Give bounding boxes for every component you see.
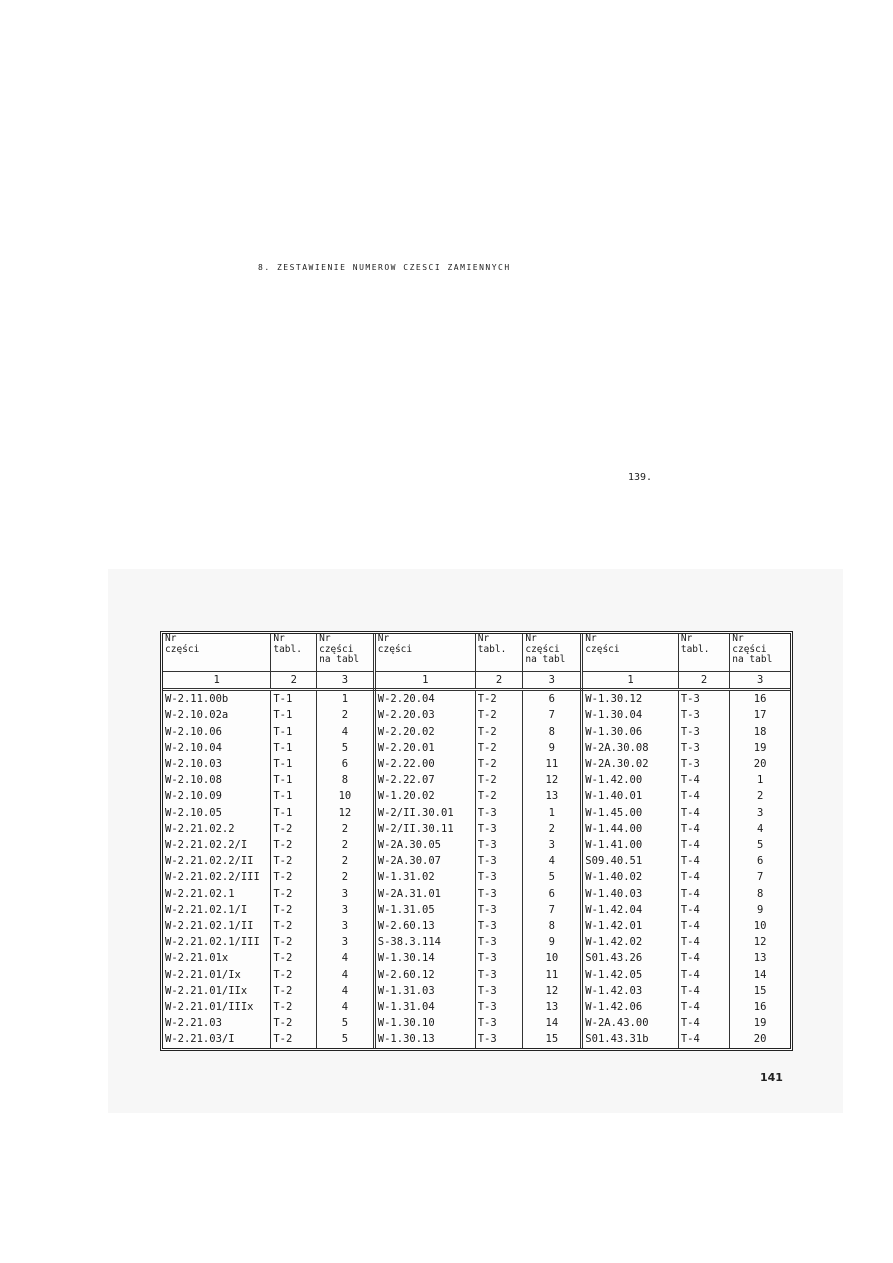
cell-table-no: T-3 (475, 853, 523, 869)
cell-part-no: W-1.30.04 (582, 707, 679, 723)
cell-part-in-table: 5 (756, 839, 764, 852)
cell-table-no: T-4 (678, 902, 729, 918)
cell-table-no: T-2 (271, 837, 317, 853)
cell-part-in-table: 13 (523, 788, 582, 804)
cell-part-in-table: 4 (317, 999, 375, 1015)
table-row (163, 950, 790, 966)
cell-part-no: W-2.21.01/Ix (163, 967, 271, 983)
table-row (163, 1031, 790, 1047)
cell-table-no: T-4 (678, 772, 729, 788)
page-number-top: 139. (628, 472, 653, 483)
column-index: 1 (582, 672, 679, 690)
cell-table-no: T-1 (271, 756, 317, 772)
cell-part-no: W-2.21.02.1/II (163, 918, 271, 934)
cell-part-in-table: 4 (317, 983, 375, 999)
cell-table-no: T-3 (678, 740, 729, 756)
cell-part-in-table: 2 (317, 707, 375, 723)
cell-part-no: W-1.40.02 (582, 869, 679, 885)
cell-part-no: W-2.10.04 (163, 740, 271, 756)
cell-part-no: W-2A.43.00 (582, 1015, 679, 1031)
table-row (163, 934, 790, 950)
cell-table-no: T-4 (678, 934, 729, 950)
cell-part-in-table: 2 (317, 869, 375, 885)
cell-part-in-table: 3 (317, 886, 375, 902)
cell-part-no: W-2.21.02.2/I (163, 837, 271, 853)
cell-table-no: T-1 (271, 724, 317, 740)
cell-part-in-table: 5 (317, 1015, 375, 1031)
table-row (163, 837, 790, 853)
cell-table-no: T-4 (678, 869, 729, 885)
cell-part-in-table: 3 (317, 934, 375, 950)
table-row (163, 805, 790, 821)
header-part-in-table-3: Nr części na tabl (730, 634, 790, 672)
cell-table-no: T-4 (678, 1015, 729, 1031)
cell-part-no: W-1.45.00 (582, 805, 679, 821)
table-row (163, 902, 790, 918)
parts-table-frame (160, 631, 793, 1051)
cell-part-no: W-2.20.01 (374, 740, 475, 756)
cell-part-in-table: 12 (317, 805, 375, 821)
cell-part-no: W-2.60.12 (374, 967, 475, 983)
cell-table-no: T-2 (271, 853, 317, 869)
cell-table-no: T-3 (475, 869, 523, 885)
cell-part-in-table: 4 (317, 967, 375, 983)
table-row (163, 1015, 790, 1031)
cell-part-no: W-2.21.01x (163, 950, 271, 966)
cell-part-in-table: 12 (753, 936, 767, 949)
header-part-no-2: Nr części (374, 634, 475, 672)
cell-part-no: W-1.42.04 (582, 902, 679, 918)
cell-table-no: T-1 (271, 772, 317, 788)
cell-part-no: W-2.20.03 (374, 707, 475, 723)
cell-part-in-table: 10 (317, 788, 375, 804)
cell-part-in-table: 7 (523, 707, 582, 723)
cell-table-no: T-2 (271, 886, 317, 902)
cell-table-no: T-3 (475, 1015, 523, 1031)
cell-part-no: W-1.30.10 (374, 1015, 475, 1031)
parts-table (163, 634, 790, 1048)
cell-table-no: T-2 (475, 707, 523, 723)
cell-table-no: T-2 (271, 967, 317, 983)
cell-table-no: T-3 (475, 934, 523, 950)
column-index: 1 (374, 672, 475, 690)
cell-part-in-table: 3 (317, 918, 375, 934)
cell-part-no: W-1.30.13 (374, 1031, 475, 1047)
cell-part-no: W-1.40.01 (582, 788, 679, 804)
cell-part-no: W-1.42.00 (582, 772, 679, 788)
cell-part-in-table: 9 (523, 934, 582, 950)
cell-part-in-table: 14 (753, 968, 767, 981)
cell-part-no: S01.43.26 (582, 950, 679, 966)
cell-table-no: T-3 (475, 821, 523, 837)
cell-part-in-table: 1 (317, 690, 375, 708)
cell-table-no: T-3 (678, 756, 729, 772)
cell-table-no: T-2 (475, 690, 523, 708)
cell-table-no: T-3 (475, 886, 523, 902)
cell-part-no: W-2.60.13 (374, 918, 475, 934)
cell-part-no: W-1.20.02 (374, 788, 475, 804)
cell-part-no: S01.43.31b (582, 1031, 679, 1047)
cell-part-in-table: 7 (756, 871, 764, 884)
table-row (163, 690, 790, 708)
cell-part-no: W-2A.30.05 (374, 837, 475, 853)
column-index: 2 (271, 672, 317, 690)
cell-part-no: W-1.31.04 (374, 999, 475, 1015)
cell-part-no: W-2/II.30.01 (374, 805, 475, 821)
cell-part-in-table: 5 (317, 1031, 375, 1047)
cell-table-no: T-2 (271, 1015, 317, 1031)
cell-part-in-table: 8 (756, 887, 764, 900)
table-row (163, 772, 790, 788)
cell-table-no: T-2 (271, 1031, 317, 1047)
cell-table-no: T-3 (475, 902, 523, 918)
column-index: 3 (317, 672, 375, 690)
page-number-bottom: 141 (760, 1071, 783, 1084)
cell-part-in-table: 2 (317, 837, 375, 853)
cell-part-no: W-2.21.02.1 (163, 886, 271, 902)
cell-table-no: T-3 (678, 724, 729, 740)
cell-table-no: T-3 (678, 690, 729, 708)
column-index: 3 (730, 672, 790, 690)
cell-part-no: W-2.21.01/IIIx (163, 999, 271, 1015)
cell-part-no: W-1.42.03 (582, 983, 679, 999)
cell-part-in-table: 11 (523, 967, 582, 983)
cell-table-no: T-4 (678, 853, 729, 869)
column-index: 3 (523, 672, 582, 690)
cell-part-in-table: 12 (523, 772, 582, 788)
cell-part-in-table: 9 (756, 903, 764, 916)
cell-part-no: W-2.10.09 (163, 788, 271, 804)
table-row (163, 756, 790, 772)
cell-part-in-table: 1 (756, 774, 764, 787)
cell-part-in-table: 16 (753, 1001, 767, 1014)
cell-table-no: T-2 (271, 999, 317, 1015)
cell-part-no: W-1.44.00 (582, 821, 679, 837)
table-row (163, 853, 790, 869)
cell-part-in-table: 6 (317, 756, 375, 772)
column-index: 2 (475, 672, 523, 690)
cell-table-no: T-2 (271, 983, 317, 999)
table-row (163, 967, 790, 983)
cell-part-in-table: 3 (317, 902, 375, 918)
cell-part-no: W-1.30.06 (582, 724, 679, 740)
cell-table-no: T-3 (475, 967, 523, 983)
cell-table-no: T-4 (678, 983, 729, 999)
cell-table-no: T-2 (271, 950, 317, 966)
table-row (163, 983, 790, 999)
cell-table-no: T-4 (678, 805, 729, 821)
cell-table-no: T-2 (271, 934, 317, 950)
cell-part-in-table: 14 (523, 1015, 582, 1031)
table-row (163, 999, 790, 1015)
table-row (163, 918, 790, 934)
cell-table-no: T-3 (475, 805, 523, 821)
cell-part-no: W-2.21.02.1/III (163, 934, 271, 950)
cell-part-no: W-2.21.03/I (163, 1031, 271, 1047)
cell-part-in-table: 4 (317, 950, 375, 966)
header-part-in-table-2: Nr części na tabl (523, 634, 582, 672)
cell-part-in-table: 4 (756, 822, 764, 835)
cell-table-no: T-3 (475, 837, 523, 853)
cell-part-no: W-1.31.02 (374, 869, 475, 885)
table-row (163, 788, 790, 804)
cell-table-no: T-2 (475, 788, 523, 804)
cell-part-in-table: 4 (317, 724, 375, 740)
cell-table-no: T-3 (475, 1031, 523, 1047)
cell-table-no: T-4 (678, 821, 729, 837)
cell-table-no: T-3 (678, 707, 729, 723)
column-index: 1 (163, 672, 271, 690)
cell-part-in-table: 13 (523, 999, 582, 1015)
cell-part-no: W-2.21.03 (163, 1015, 271, 1031)
cell-part-no: W-1.42.02 (582, 934, 679, 950)
cell-part-in-table: 2 (756, 790, 764, 803)
table-row (163, 740, 790, 756)
cell-part-no: W-2.20.04 (374, 690, 475, 708)
cell-table-no: T-4 (678, 918, 729, 934)
cell-part-in-table: 15 (753, 984, 767, 997)
cell-part-in-table: 7 (523, 902, 582, 918)
column-index: 2 (678, 672, 729, 690)
cell-table-no: T-1 (271, 740, 317, 756)
cell-part-in-table: 2 (317, 821, 375, 837)
cell-part-no: W-1.30.12 (582, 690, 679, 708)
cell-table-no: T-4 (678, 999, 729, 1015)
cell-part-in-table: 3 (523, 837, 582, 853)
cell-part-no: W-1.42.05 (582, 967, 679, 983)
cell-part-no: W-2.22.07 (374, 772, 475, 788)
cell-part-in-table: 17 (753, 709, 767, 722)
cell-part-no: S09.40.51 (582, 853, 679, 869)
cell-part-no: W-1.31.05 (374, 902, 475, 918)
header-table-no-1: Nr tabl. (271, 634, 317, 672)
cell-table-no: T-2 (475, 724, 523, 740)
cell-part-in-table: 6 (523, 886, 582, 902)
cell-part-in-table: 8 (317, 772, 375, 788)
cell-table-no: T-1 (271, 690, 317, 708)
cell-part-no: W-2A.30.08 (582, 740, 679, 756)
header-part-no-1: Nr części (163, 634, 271, 672)
cell-table-no: T-4 (678, 788, 729, 804)
cell-table-no: T-4 (678, 837, 729, 853)
cell-table-no: T-4 (678, 886, 729, 902)
cell-part-in-table: 2 (523, 821, 582, 837)
cell-part-in-table: 10 (523, 950, 582, 966)
table-row (163, 707, 790, 723)
cell-part-in-table: 18 (753, 725, 767, 738)
cell-table-no: T-3 (475, 950, 523, 966)
cell-part-no: W-2.21.01/IIx (163, 983, 271, 999)
cell-part-no: W-2.10.08 (163, 772, 271, 788)
cell-part-no: W-2.21.02.1/I (163, 902, 271, 918)
cell-table-no: T-4 (678, 950, 729, 966)
header-part-in-table-1: Nr części na tabl (317, 634, 375, 672)
cell-part-no: W-2.10.05 (163, 805, 271, 821)
cell-part-in-table: 16 (753, 693, 767, 706)
header-table-no-3: Nr tabl. (678, 634, 729, 672)
cell-part-no: W-2.21.02.2/III (163, 869, 271, 885)
cell-part-in-table: 13 (753, 952, 767, 965)
cell-part-no: W-2.20.02 (374, 724, 475, 740)
table-row (163, 886, 790, 902)
cell-part-in-table: 6 (523, 690, 582, 708)
cell-part-no: W-2.21.02.2 (163, 821, 271, 837)
section-heading: 8. ZESTAWIENIE NUMEROW CZESCI ZAMIENNYCH (258, 263, 511, 272)
cell-table-no: T-2 (271, 869, 317, 885)
cell-table-no: T-2 (475, 740, 523, 756)
cell-part-no: W-1.42.01 (582, 918, 679, 934)
cell-table-no: T-3 (475, 918, 523, 934)
cell-part-in-table: 11 (523, 756, 582, 772)
table-row (163, 724, 790, 740)
cell-part-no: W-2.11.00b (163, 690, 271, 708)
header-part-no-3: Nr części (582, 634, 679, 672)
cell-part-in-table: 1 (523, 805, 582, 821)
cell-part-no: W-1.41.00 (582, 837, 679, 853)
cell-part-no: W-1.30.14 (374, 950, 475, 966)
cell-part-no: W-2A.30.07 (374, 853, 475, 869)
cell-table-no: T-2 (271, 821, 317, 837)
cell-part-in-table: 2 (317, 853, 375, 869)
cell-part-no: W-2A.30.02 (582, 756, 679, 772)
cell-part-in-table: 4 (523, 853, 582, 869)
cell-part-no: W-2.10.03 (163, 756, 271, 772)
cell-table-no: T-4 (678, 967, 729, 983)
cell-part-no: W-2.10.02a (163, 707, 271, 723)
table-row (163, 821, 790, 837)
cell-table-no: T-3 (475, 999, 523, 1015)
cell-table-no: T-1 (271, 707, 317, 723)
cell-part-in-table: 20 (753, 1033, 767, 1046)
cell-part-no: W-2.22.00 (374, 756, 475, 772)
cell-table-no: T-2 (271, 918, 317, 934)
cell-table-no: T-1 (271, 788, 317, 804)
cell-part-in-table: 10 (753, 920, 767, 933)
cell-table-no: T-2 (475, 756, 523, 772)
cell-part-no: W-2.21.02.2/II (163, 853, 271, 869)
cell-part-in-table: 5 (523, 869, 582, 885)
cell-table-no: T-3 (475, 983, 523, 999)
cell-part-in-table: 12 (523, 983, 582, 999)
cell-table-no: T-2 (271, 902, 317, 918)
cell-table-no: T-1 (271, 805, 317, 821)
cell-part-in-table: 6 (756, 855, 764, 868)
cell-part-in-table: 19 (753, 741, 767, 754)
header-table-no-2: Nr tabl. (475, 634, 523, 672)
cell-part-no: S-38.3.114 (374, 934, 475, 950)
cell-part-in-table: 8 (523, 724, 582, 740)
cell-part-in-table: 8 (523, 918, 582, 934)
cell-part-in-table: 20 (753, 758, 767, 771)
cell-part-no: W-2.10.06 (163, 724, 271, 740)
cell-table-no: T-4 (678, 1031, 729, 1047)
cell-part-in-table: 5 (317, 740, 375, 756)
cell-part-in-table: 9 (523, 740, 582, 756)
cell-part-no: W-1.42.06 (582, 999, 679, 1015)
cell-part-in-table: 3 (756, 806, 764, 819)
table-row (163, 869, 790, 885)
cell-part-no: W-2A.31.01 (374, 886, 475, 902)
cell-part-no: W-1.40.03 (582, 886, 679, 902)
cell-table-no: T-2 (475, 772, 523, 788)
cell-part-in-table: 15 (523, 1031, 582, 1047)
cell-part-no: W-2/II.30.11 (374, 821, 475, 837)
cell-part-in-table: 19 (753, 1017, 767, 1030)
cell-part-no: W-1.31.03 (374, 983, 475, 999)
